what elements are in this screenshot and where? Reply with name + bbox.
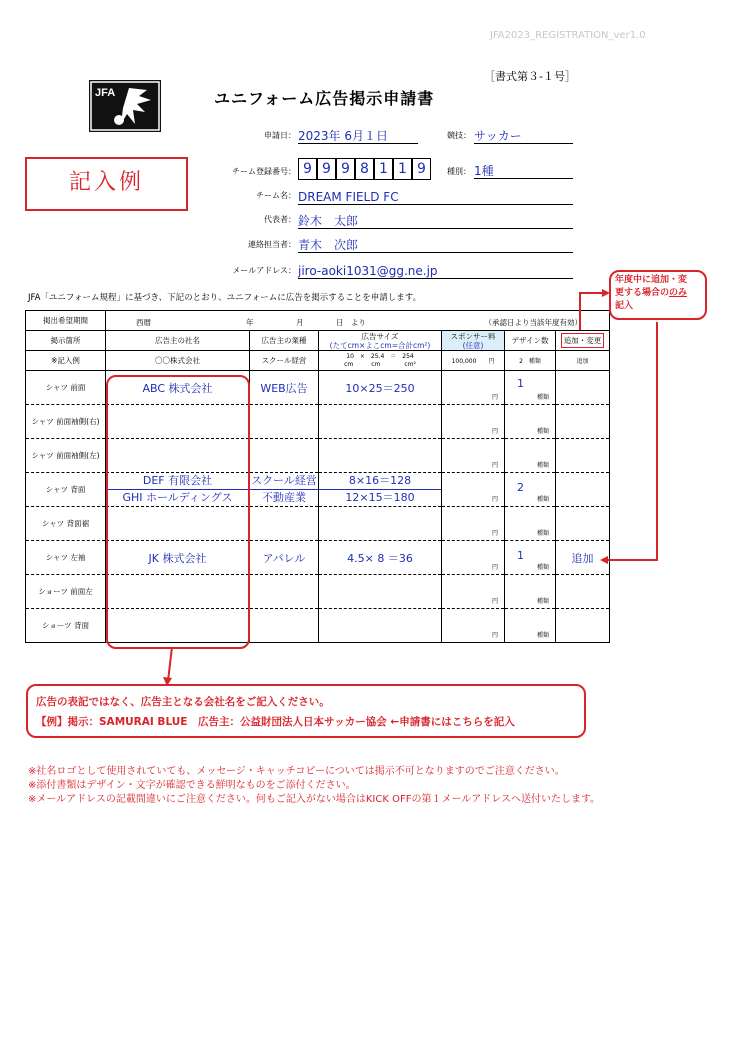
header-company: 広告主の社名: [106, 331, 250, 351]
period-label: 掲出希望期間: [26, 311, 106, 331]
row-design[interactable]: 1: [517, 549, 524, 562]
reg-digit: 9: [298, 158, 317, 180]
reg-digit: 9: [317, 158, 336, 180]
reg-digit: 9: [336, 158, 355, 180]
arrow-to-add-cell: [603, 322, 657, 560]
yen-unit: 円: [491, 462, 498, 469]
header-add: 追加・変更: [561, 333, 605, 348]
yen-unit: 円: [491, 564, 498, 571]
team-name-value: DREAM FIELD FC: [298, 190, 399, 204]
row-industry[interactable]: アパレル: [262, 551, 306, 565]
row-industry[interactable]: WEB広告: [260, 381, 308, 395]
row-design[interactable]: 1: [517, 377, 524, 390]
sample-sponsor: 100,000: [451, 358, 477, 365]
footnote: ※添付書類はデザイン・文字が確認できる鮮明なものをご添付ください。: [28, 780, 356, 791]
header-place: 掲示箇所: [26, 331, 106, 351]
row-size[interactable]: 8×16＝128: [319, 473, 441, 490]
period-note: （承認日より当該年度有効）: [484, 318, 582, 327]
period-month: 月: [296, 318, 304, 327]
callout-text-only: のみ: [669, 288, 688, 298]
yen-unit: 円: [491, 632, 498, 639]
logo-text: JFA: [95, 87, 116, 99]
header-size-sub: (たてcm×よこcm=合計cm²): [329, 340, 431, 350]
row-design[interactable]: 2: [517, 481, 524, 494]
reg-digit: 1: [374, 158, 393, 180]
footnote: ※メールアドレスの記載間違いにご注意ください。何もご記入がない場合はKICK OFFの第１メールアドレスへ送付いたします。: [28, 794, 601, 805]
arrow-to-callout: [580, 293, 607, 330]
row-company[interactable]: DEF 有限会社: [106, 473, 249, 490]
rep-value: 鈴木 太郎: [298, 214, 359, 228]
category-label: 種別：: [447, 167, 471, 176]
yen-unit: 円: [491, 598, 498, 605]
sample-company: 〇〇株式会社: [106, 351, 250, 371]
arrow-head-icon: [600, 556, 608, 564]
period-day: 日 より: [336, 318, 366, 327]
version-label: JFA2023_REGISTRATION_ver1.0: [490, 30, 646, 41]
row-place: シャツ 背面裾: [26, 507, 106, 541]
kinds-unit: 種類: [536, 496, 549, 503]
row-company[interactable]: JK 株式会社: [148, 551, 207, 565]
period-nen: 年: [246, 318, 254, 327]
sample-design-unit: 種類: [528, 358, 541, 365]
callout-bottom-line1: 広告の表記ではなく、広告主となる会社名をご記入ください。: [36, 696, 330, 708]
row-place: シャツ 背面: [26, 473, 106, 507]
reg-digit: 9: [412, 158, 431, 180]
date-label: 申請日：: [264, 131, 296, 140]
category-value: 1種: [474, 164, 494, 178]
reg-digit: 8: [355, 158, 374, 180]
yen-unit: 円: [491, 394, 498, 401]
yen-unit: 円: [491, 428, 498, 435]
row-industry-2[interactable]: 不動産業: [262, 491, 306, 504]
page-title: ユニフォーム広告掲示申請書: [214, 89, 435, 108]
kinds-unit: 種類: [536, 428, 549, 435]
sample-industry: スクール経営: [250, 351, 319, 371]
row-place: シャツ 前面袖側(左): [26, 439, 106, 473]
team-name-label: チーム名：: [256, 191, 296, 200]
yen-unit: 円: [491, 530, 498, 537]
sample-add: 追加: [556, 351, 610, 371]
kinds-unit: 種類: [536, 632, 549, 639]
reg-digit: 1: [393, 158, 412, 180]
row-company-2[interactable]: GHI ホールディングス: [122, 491, 233, 504]
contact-value: 青木 次郎: [298, 238, 359, 252]
example-badge: 記入例: [25, 157, 188, 211]
header-design: デザイン数: [505, 331, 556, 351]
sample-design: 2: [519, 358, 523, 365]
row-company[interactable]: ABC 株式会社: [142, 381, 213, 395]
header-industry: 広告主の業種: [250, 331, 319, 351]
sample-size: 10 × 25.4 ＝ 254: [346, 352, 414, 360]
row-place: ショーツ 背面: [26, 609, 106, 643]
row-size[interactable]: 10×25＝250: [345, 381, 415, 395]
header-sponsor: スポンサー料: [450, 331, 496, 341]
callout-text-2: 更する場合の: [615, 288, 670, 298]
sample-size-unit: cm cm cm²: [344, 360, 416, 368]
email-label: メールアドレス：: [232, 266, 296, 275]
row-place: ショーツ 前面左: [26, 575, 106, 609]
period-year: 西暦: [136, 318, 151, 327]
header-sponsor-sub: (任意): [462, 340, 484, 350]
row-size-2[interactable]: 12×15＝180: [345, 491, 415, 504]
email-value: jiro-aoki1031@gg.ne.jp: [298, 264, 438, 278]
header-size: 広告サイズ: [361, 331, 399, 341]
kinds-unit: 種類: [536, 462, 549, 469]
rep-label: 代表者：: [264, 215, 296, 224]
company-name-callout: [26, 684, 586, 738]
team-reg-label: チーム登録番号：: [232, 167, 296, 176]
kinds-unit: 種類: [536, 394, 549, 401]
row-industry[interactable]: スクール経営: [250, 473, 318, 490]
callout-text-1: 年度中に追加・変: [615, 275, 688, 285]
contact-label: 連絡担当者：: [248, 240, 296, 249]
row-add[interactable]: 追加: [571, 551, 594, 565]
date-value: 2023年 6月１日: [298, 129, 388, 143]
row-place: シャツ 前面袖側(右): [26, 405, 106, 439]
row-place: シャツ 左袖: [26, 541, 106, 575]
sport-value: サッカー: [474, 129, 522, 143]
sample-label: ※記入例: [26, 351, 106, 371]
arrow-head-icon: [602, 289, 610, 297]
sport-label: 競技：: [447, 131, 471, 140]
form-number: ［書式第３-１号］: [484, 70, 576, 83]
application-notice: JFA「ユニフォーム規程」に基づき、下記のとおり、ユニフォームに広告を掲示することを申請します。: [28, 293, 422, 303]
callout-text-3: 記入: [615, 301, 634, 311]
yen-unit: 円: [491, 496, 498, 503]
footnote: ※社名ロゴとして使用されていても、メッセージ・キャッチコピーについては掲示不可となりますのでご注意ください。: [28, 766, 565, 777]
row-size[interactable]: 4.5× 8 ＝36: [347, 551, 413, 565]
kinds-unit: 種類: [536, 564, 549, 571]
kinds-unit: 種類: [536, 530, 549, 537]
callout-bottom-line2: 【例】掲示：SAMURAI BLUE 広告主：公益財団法人日本サッカー協会 ←申請書にはこちらを記入: [36, 716, 515, 728]
arrow-to-bottom-callout: [168, 647, 172, 681]
kinds-unit: 種類: [536, 598, 549, 605]
row-place: シャツ 前面: [26, 371, 106, 405]
sample-sponsor-unit: 円: [488, 358, 495, 365]
